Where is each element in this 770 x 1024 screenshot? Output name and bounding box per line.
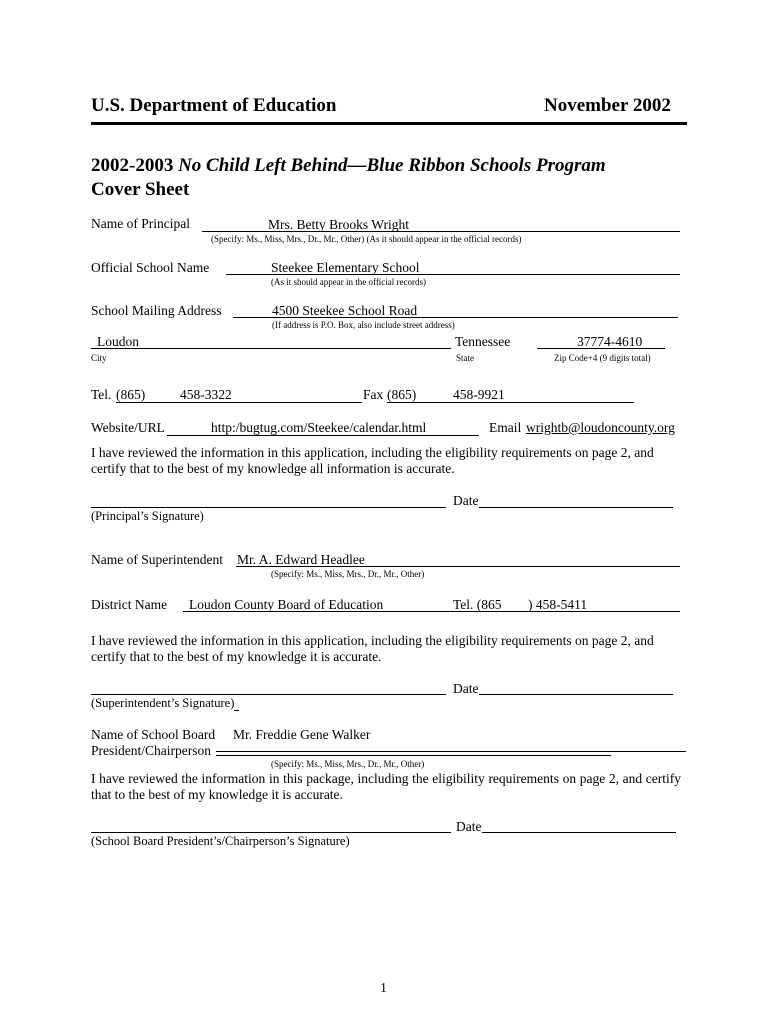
tel-label: Tel. — [91, 387, 112, 402]
fax-label: Fax — [363, 387, 384, 402]
school-name-label: Official School Name — [91, 260, 210, 275]
superintendent-signature-line[interactable] — [91, 694, 446, 695]
district-label: District Name — [91, 597, 168, 612]
district-name-field[interactable]: Loudon County Board of Education — [189, 597, 384, 612]
board-signature-line[interactable] — [91, 832, 451, 833]
superintendent-name-field[interactable]: Mr. A. Edward Headlee — [237, 552, 365, 567]
state-caption: State — [456, 353, 474, 363]
email-label: Email — [489, 420, 522, 435]
title-year: 2002-2003 — [91, 155, 179, 176]
principal-date-line[interactable] — [479, 507, 673, 508]
board-line-top — [216, 751, 686, 752]
address-hint: (If address is P.O. Box, also include street address) — [272, 320, 455, 330]
superintendent-signature-caption: (Superintendent’s Signature) — [91, 696, 235, 710]
page-title — [91, 154, 606, 178]
superintendent-certification: I have reviewed the information in this application, including the eligibility requirements on page 2, and certify that to the best of my knowledge it is accurate. — [91, 633, 654, 664]
fax-number-field[interactable]: 458-9921 — [453, 387, 505, 402]
principal-label: Name of Principal — [91, 216, 190, 231]
zip-caption: Zip Code+4 (9 digits total) — [554, 353, 651, 363]
superintendent-date-label: Date — [453, 681, 479, 696]
tel-area-field[interactable]: (865) — [116, 387, 146, 402]
header-rule — [91, 122, 687, 125]
address-label: School Mailing Address — [91, 303, 222, 318]
principal-hint: (Specify: Ms., Miss, Mrs., Dr., Mr., Other) (As it should appear in the official records) — [211, 234, 522, 244]
district-tel-area-field[interactable]: Tel. (865 — [453, 597, 502, 612]
title-program: No Child Left Behind—Blue Ribbon Schools Program — [178, 155, 606, 176]
board-signature-caption: (School Board President’s/Chairperson’s Signature) — [91, 834, 350, 848]
page-number: 1 — [380, 981, 387, 996]
board-president-name-field[interactable]: Mr. Freddie Gene Walker — [233, 727, 371, 742]
board-certification: I have reviewed the information in this package, including the eligibility requirements on page 2, and certify that to the best of my knowledge it is accurate. — [91, 771, 681, 802]
fax-line — [387, 402, 634, 403]
board-hint: (Specify: Ms., Miss, Mrs., Dr., Mr., Other) — [271, 759, 425, 769]
city-caption: City — [91, 353, 107, 363]
board-date-label: Date — [456, 819, 482, 834]
page-subtitle: Cover Sheet — [91, 179, 190, 200]
school-name-hint: (As it should appear in the official records) — [271, 277, 427, 287]
superintendent-hint: (Specify: Ms., Miss, Mrs., Dr., Mr., Other) — [271, 569, 425, 579]
board-label-line2: President/Chairperson — [91, 743, 211, 758]
board-line — [216, 755, 611, 756]
principal-certification: I have reviewed the information in this application, including the eligibility requirements on page 2, and certify that to the best of my knowledge all information is accurate. — [91, 445, 654, 476]
superintendent-label: Name of Superintendent — [91, 552, 223, 567]
board-label-line1: Name of School Board — [91, 727, 216, 742]
city-field[interactable]: Loudon — [97, 334, 139, 349]
website-label: Website/URL — [91, 420, 165, 435]
district-tel-number-field[interactable]: ) 458-5411 — [528, 597, 588, 612]
tel-line — [116, 402, 362, 403]
school-name-field[interactable]: Steekee Elementary School — [271, 260, 420, 275]
superintendent-caption-underline — [234, 710, 239, 711]
state-field[interactable]: Tennessee — [455, 334, 511, 349]
city-line — [91, 348, 451, 349]
zip-field[interactable]: 37774-4610 — [577, 334, 643, 349]
website-field[interactable]: http:/bugtug.com/Steekee/calendar.html — [211, 420, 427, 435]
principal-signature-line[interactable] — [91, 507, 446, 508]
principal-name-field[interactable]: Mrs. Betty Brooks Wright — [268, 217, 409, 232]
email-field[interactable]: wrightb@loudoncounty.org — [526, 420, 675, 435]
department-name: U.S. Department of Education — [91, 95, 337, 116]
document-date: November 2002 — [544, 95, 671, 116]
address-field[interactable]: 4500 Steekee School Road — [272, 303, 418, 318]
fax-area-field[interactable]: (865) — [387, 387, 417, 402]
superintendent-date-line[interactable] — [479, 694, 673, 695]
principal-signature-caption: (Principal’s Signature) — [91, 509, 204, 523]
principal-date-label: Date — [453, 493, 479, 508]
board-date-line[interactable] — [482, 832, 676, 833]
tel-number-field[interactable]: 458-3322 — [180, 387, 232, 402]
